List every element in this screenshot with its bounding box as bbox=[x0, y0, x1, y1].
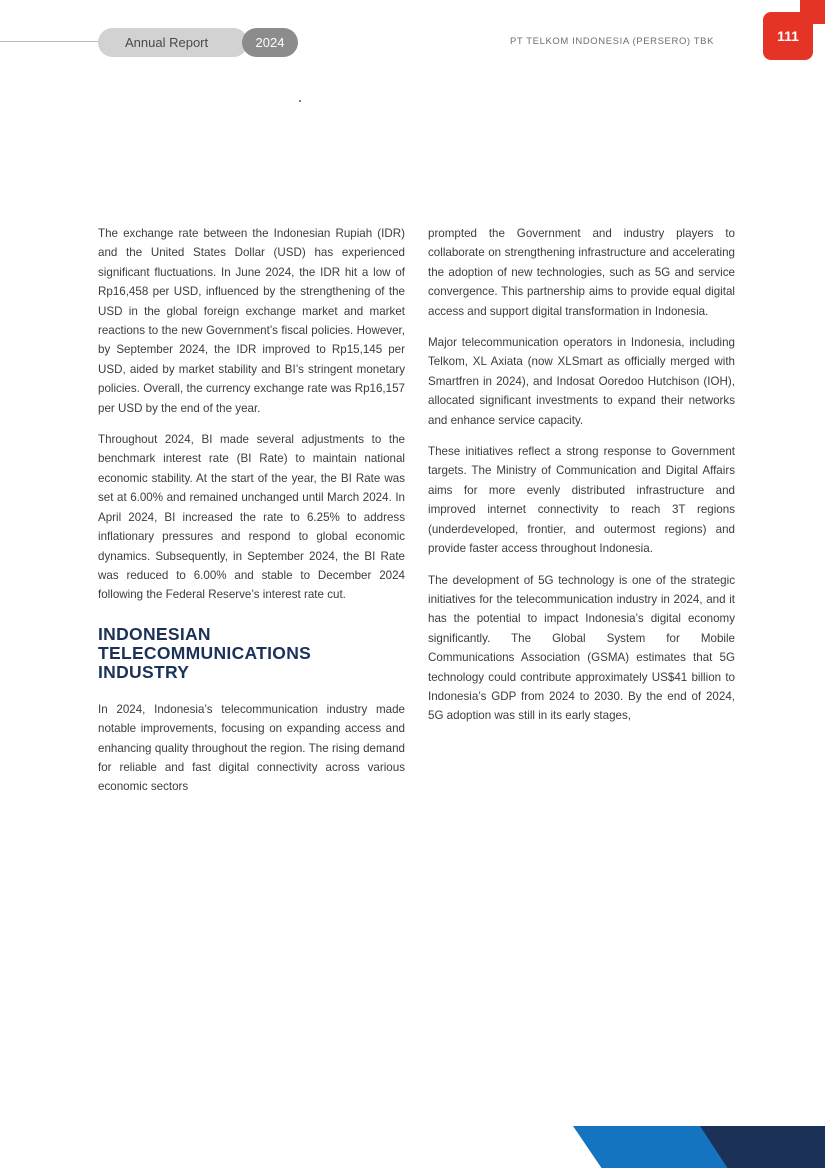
paragraph-operators: Major telecommunication operators in Indonesia, including Telkom, XL Axiata (now XLSmart as officially merged with Smartfren in 2024), and Indosat Ooredoo Hutchison (IOH), allocated significant investments to expand their networks and enhance service capacity. bbox=[428, 336, 735, 427]
paragraph-government-targets: These initiatives reflect a strong response to Government targets. The Ministry of Communication and Digital Affairs aims for more evenly distributed infrastructure and improved internet connectivity to reach 3T regions (underdeveloped, frontier, and outermost regions) and provide faster access throughout Indonesia. bbox=[428, 445, 735, 556]
heading-line-1: INDONESIAN bbox=[98, 623, 211, 644]
page-number-badge: 111 bbox=[763, 12, 813, 60]
paragraph-exchange-rate: The exchange rate between the Indonesian Rupiah (IDR) and the United States Dollar (USD) has experienced significant fluctuations. In June 2024, the IDR hit a low of Rp16,458 per USD, influenced by the strengthening of the USD in the global foreign exchange market and market reactions to the new Government’s fiscal policies. However, by September 2024, the IDR improved to Rp15,145 per USD, aided by market stability and BI’s stringent monetary policies. Overall, the currency exchange rate was Rp16,157 per USD by the end of the year. bbox=[98, 227, 405, 415]
company-name: PT TELKOM INDONESIA (PERSERO) TBK bbox=[510, 36, 715, 47]
decorative-dot bbox=[299, 100, 301, 102]
heading-line-2: TELECOMMUNICATIONS bbox=[98, 642, 312, 663]
section-heading bbox=[98, 625, 405, 682]
annual-report-label: Annual Report bbox=[98, 28, 248, 57]
paragraph-bi-rate: Throughout 2024, BI made several adjustments to the benchmark interest rate (BI Rate) to maintain national economic stability. At the start of the year, the BI Rate was set at 6.00% and remained unchanged until March 2024. In April 2024, BI increased the rate to 6.25% to address inflationary pressures and respond to global economic dynamics. Subsequently, in September 2024, the BI Rate was reduced to 6.00% and stable to December 2024 following the Federal Reserve’s interest rate cut. bbox=[98, 433, 405, 602]
left-column bbox=[98, 224, 405, 809]
heading-line-3: INDUSTRY bbox=[98, 661, 190, 682]
header-rule bbox=[0, 41, 110, 42]
paragraph-telecom-industry: In 2024, Indonesia’s telecommunication industry made notable improvements, focusing on expanding access and enhancing quality throughout the region. The rising demand for reliable and fast digital connectivity across various economic sectors bbox=[98, 702, 405, 794]
report-year-badge: 2024 bbox=[242, 28, 298, 57]
paragraph-collaboration: prompted the Government and industry players to collaborate on strengthening infrastructure and accelerating the adoption of new technologies, such as 5G and service convergence. This partnership aims to provide equal digital access and support digital transformation in Indonesia. bbox=[428, 227, 735, 318]
paragraph-5g-development: The development of 5G technology is one of the strategic initiatives for the telecommunication industry in 2024, and it has the potential to impact Indonesia’s digital economy significantly. The Global System for Mobile Communications Association (GSMA) estimates that 5G technology could contribute approximately US$41 billion to Indonesia’s GDP from 2024 to 2030. By the end of 2024, 5G adoption was still in its early stages, bbox=[428, 573, 735, 723]
right-column bbox=[428, 224, 735, 738]
